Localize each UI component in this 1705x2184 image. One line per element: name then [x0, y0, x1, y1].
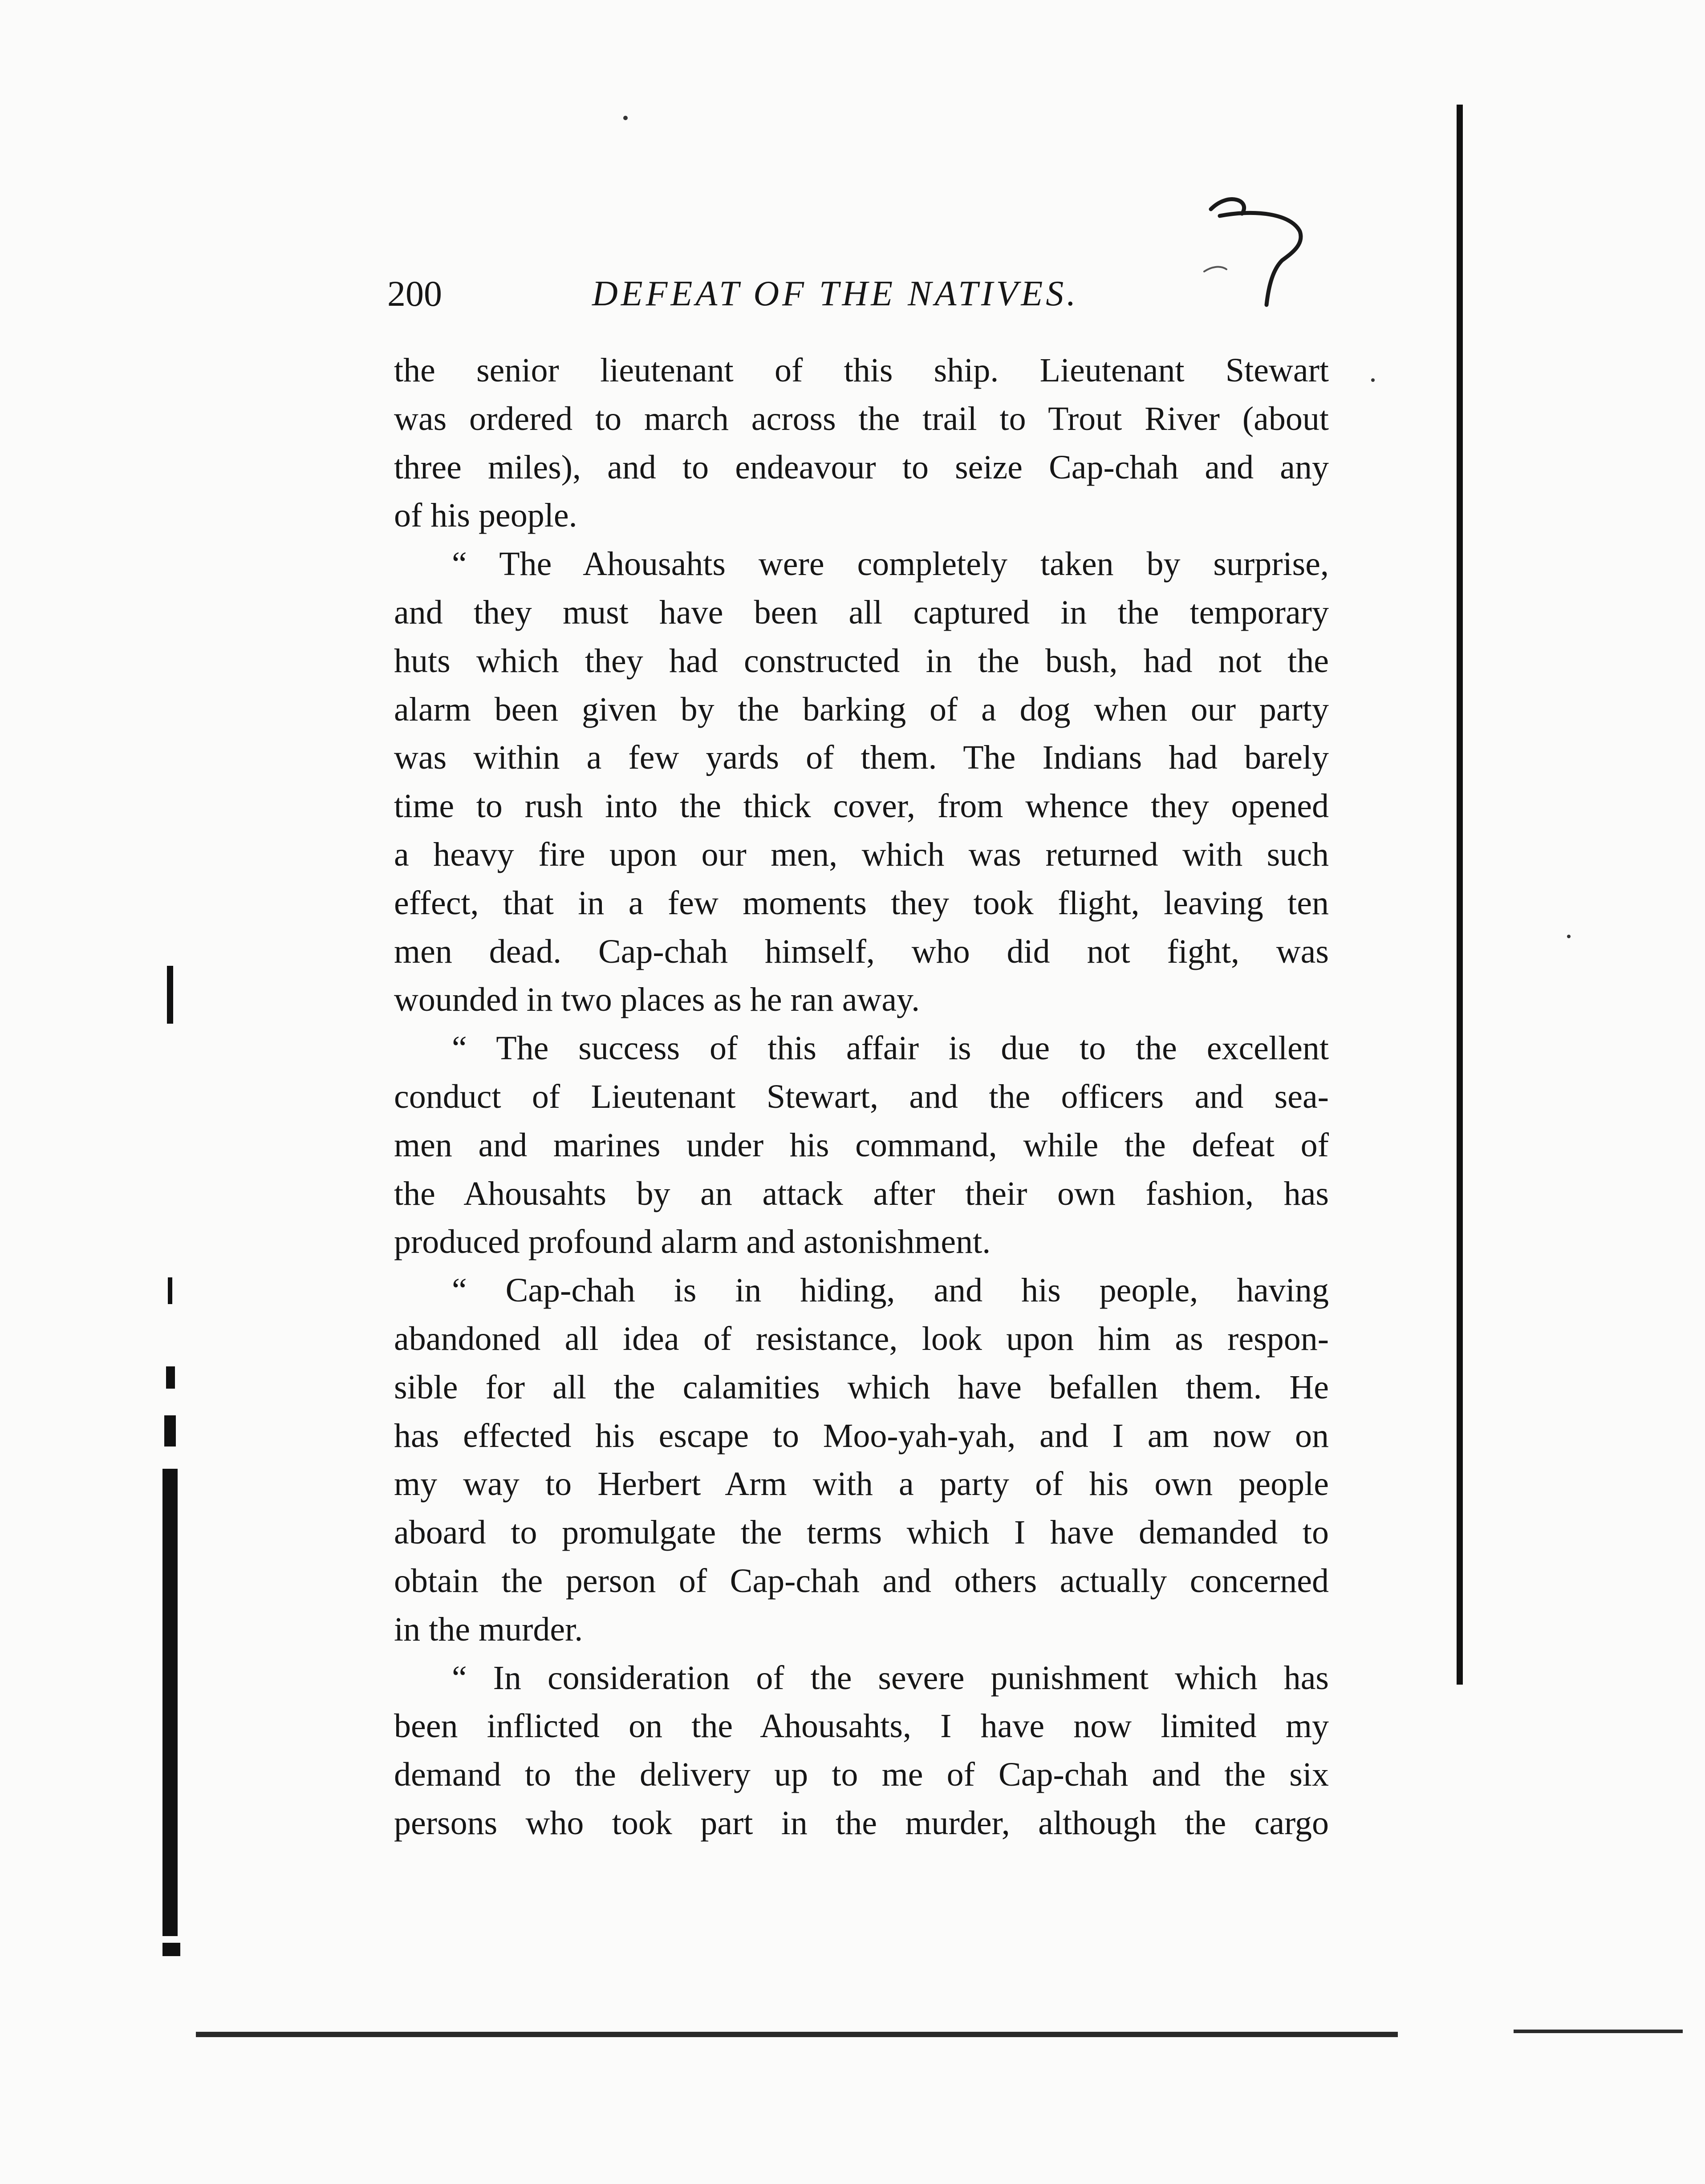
text-line: conduct of Lieutenant Stewart, and the officers and sea-: [394, 1078, 1329, 1115]
text-line: “ Cap-chah is in hiding, and his people, having: [452, 1272, 1329, 1309]
text-line: produced profound alarm and astonishment.: [394, 1223, 991, 1261]
text-line: obtain the person of Cap-chah and others actually concerned: [394, 1562, 1329, 1600]
speck: [623, 116, 628, 120]
text-line: huts which they had constructed in the bush, had not the: [394, 642, 1329, 680]
text-line: the senior lieutenant of this ship. Lieutenant Stewart: [394, 352, 1329, 389]
text-line: my way to Herbert Arm with a party of his own people: [394, 1465, 1329, 1503]
text-line: “ In consideration of the severe punishment which has: [452, 1659, 1329, 1697]
text-line: alarm been given by the barking of a dog when our party: [394, 690, 1329, 728]
left-margin-scan-artifacts: [158, 966, 198, 1954]
text-line: time to rush into the thick cover, from whence they opened: [394, 787, 1329, 825]
text-line: and they must have been all captured in the temporary: [394, 593, 1329, 631]
text-line: was within a few yards of them. The Indians had barely: [394, 739, 1329, 777]
bottom-scan-edge: [196, 2032, 1398, 2037]
handwritten-7-icon: [1202, 182, 1318, 307]
text-line: the Ahousahts by an attack after their own fashion, has: [394, 1175, 1329, 1212]
text-line: “ The success of this affair is due to the excellent: [452, 1029, 1329, 1067]
text-line: abandoned all idea of resistance, look upon him as respon-: [394, 1320, 1329, 1357]
text-line: of his people.: [394, 497, 577, 535]
text-line: was ordered to march across the trail to Trout River (about: [394, 400, 1329, 438]
text-line: men and marines under his command, while the defeat of: [394, 1126, 1329, 1164]
text-line: a heavy fire upon our men, which was returned with such: [394, 835, 1329, 873]
page-number: 200: [387, 273, 442, 314]
running-header: [387, 269, 1144, 318]
body-text: [394, 346, 1329, 1848]
text-line: wounded in two places as he ran away.: [394, 981, 920, 1019]
text-line: sible for all the calamities which have befallen them. He: [394, 1368, 1329, 1406]
text-line: three miles), and to endeavour to seize Cap-chah and any: [394, 448, 1329, 486]
running-title: DEFEAT OF THE NATIVES.: [592, 274, 1079, 313]
text-line: in the murder.: [394, 1610, 583, 1648]
text-line: persons who took part in the murder, although the cargo: [394, 1804, 1329, 1842]
bottom-scan-edge-right: [1514, 2030, 1683, 2033]
speck: [1371, 378, 1375, 382]
text-line: men dead. Cap-chah himself, who did not fight, was: [394, 932, 1329, 970]
text-line: “ The Ahousahts were completely taken by surprise,: [452, 545, 1329, 583]
binding-edge-line: [1457, 105, 1463, 1685]
text-line: aboard to promulgate the terms which I have demanded to: [394, 1514, 1329, 1552]
text-line: has effected his escape to Moo-yah-yah, and I am now on: [394, 1417, 1329, 1455]
text-line: been inflicted on the Ahousahts, I have now limited my: [394, 1707, 1329, 1745]
speck: [1567, 935, 1571, 938]
text-line: effect, that in a few moments they took flight, leaving ten: [394, 884, 1329, 922]
text-line: demand to the delivery up to me of Cap-chah and the six: [394, 1756, 1329, 1794]
